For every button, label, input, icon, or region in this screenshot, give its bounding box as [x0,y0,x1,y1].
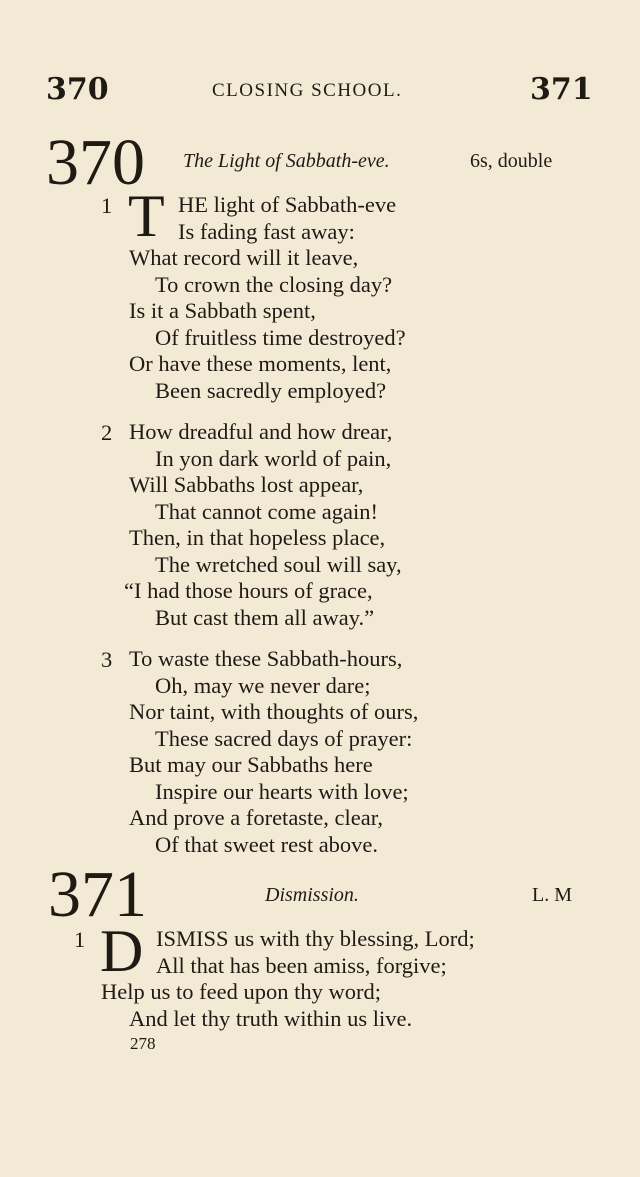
verse-line: That cannot come again! [155,499,379,524]
verse-line: Is fading fast away: [178,219,355,244]
verse-line: All that has been amiss, forgive; [156,953,447,978]
verse-line: How dreadful and how drear, [129,419,393,444]
verse-line: Of that sweet rest above. [155,832,379,857]
verse-number: 2 [101,420,113,445]
verse-line: Or have these moments, lent, [129,351,392,376]
verse-number: 1 [101,193,113,218]
page-number: 278 [130,1034,156,1053]
verse-line: Oh, may we never dare; [155,673,371,698]
verse-line: And prove a foretaste, clear, [129,805,383,830]
drop-cap: T [128,183,165,249]
verse-line: Inspire our hearts with love; [155,779,409,804]
verse-line: ISMISS us with thy blessing, Lord; [156,926,475,951]
verse-line: Of fruitless time destroyed? [155,325,406,350]
verse-line: Help us to feed upon thy word; [101,979,381,1004]
header-right-number: 371 [530,72,593,107]
verse-line: To crown the closing day? [155,272,393,297]
hymn-number: 370 [46,126,145,199]
hymn-meter: L. M [532,884,572,906]
verse-line: Been sacredly employed? [155,378,387,403]
verse-line: The wretched soul will say, [155,552,402,577]
verse-line: But cast them all away.” [155,605,375,630]
hymn-title: The Light of Sabbath-eve. [183,150,390,172]
drop-cap: D [100,918,144,984]
header-title: CLOSING SCHOOL. [212,80,403,101]
verse-number: 1 [74,927,86,952]
verse-line: Nor taint, with thoughts of ours, [129,699,419,724]
hymn-meter: 6s, double [470,150,553,172]
verse-line: Then, in that hopeless place, [129,525,386,550]
verse-line: But may our Sabbaths here [129,752,373,777]
verse-line: Is it a Sabbath spent, [129,298,316,323]
hymn-title: Dismission. [265,884,359,906]
verse-number: 3 [101,647,113,672]
verse-line: What record will it leave, [129,245,359,270]
verse-line: These sacred days of prayer: [155,726,413,751]
verse-line: Will Sabbaths lost appear, [129,472,364,497]
verse-line: “I had those hours of grace, [124,578,373,603]
verse-line: To waste these Sabbath-hours, [129,646,403,671]
verse-line: In yon dark world of pain, [155,446,392,471]
hymn-number: 371 [48,858,147,931]
header-left-number: 370 [46,72,109,107]
verse-line: And let thy truth within us live. [129,1006,413,1031]
verse-line: HE light of Sabbath-eve [178,192,397,217]
